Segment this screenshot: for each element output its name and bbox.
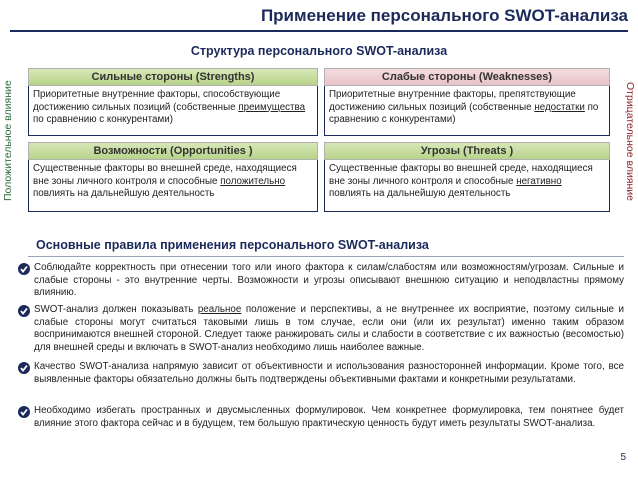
swot-subtitle: Структура персонального SWOT-анализа bbox=[190, 44, 448, 58]
opportunities-text: Существенные факторы во внешней среде, находящиеся вне зоны личного контроля и способные bbox=[33, 163, 297, 187]
weaknesses-body bbox=[324, 86, 610, 136]
weaknesses-text-end: по сравнению с конкурентами) bbox=[329, 101, 599, 125]
rule-text: Соблюдайте корректность при отнесении того или иного фактора к силам/слабостям или возможностям/угрозам. Сильные и слабые стороны - это внутренние черты. Возможности и угрозы описывают внешнюю ситуацию и неподвластны прямому влиянию. bbox=[34, 262, 624, 298]
rules-title: Основные правила применения персонального SWOT-анализа bbox=[36, 238, 429, 252]
threats-text-end: повлиять на дальнейшую деятельность bbox=[329, 188, 511, 199]
threats-body bbox=[324, 160, 610, 212]
rules-divider bbox=[28, 256, 624, 257]
strengths-body bbox=[28, 86, 318, 136]
rule-text-underlined: реальное bbox=[197, 304, 242, 315]
opportunities-body bbox=[28, 160, 318, 212]
page-title: Применение персонального SWOT-анализа bbox=[260, 6, 628, 25]
strengths-text: Приоритетные внутренние факторы, способствующие достижению сильных позиций (собственные bbox=[33, 89, 281, 113]
rule-item bbox=[18, 361, 624, 386]
strengths-text-end: по сравнению с конкурентами) bbox=[33, 114, 173, 125]
checkmark-icon bbox=[18, 362, 30, 374]
rule-text bbox=[34, 304, 624, 354]
weaknesses-text: Приоритетные внутренние факторы, препятствующие достижению сильных позиций (собственные bbox=[329, 89, 576, 113]
opportunities-underlined: положительно bbox=[220, 175, 286, 187]
opportunities-text-end: повлиять на дальнейшую деятельность bbox=[33, 188, 215, 199]
strengths-header: Сильные стороны (Strengths) bbox=[28, 68, 318, 86]
checkmark-icon bbox=[18, 406, 30, 418]
threats-text: Существенные факторы во внешней среде, находящиеся вне зоны личного контроля и способные bbox=[329, 163, 593, 187]
rule-item bbox=[18, 262, 624, 300]
rule-text: Необходимо избегать пространных и двусмысленных формулировок. Чем конкретнее формулировка, тем понятнее будет влияние этого фактора сейчас и в будущем, тем большую практическую ценность будут иметь результаты SWOT-анализа. bbox=[34, 405, 624, 429]
opportunities-header: Возможности (Opportunities ) bbox=[28, 142, 318, 160]
threats-underlined: негативно bbox=[516, 175, 562, 187]
positive-influence-label: Положительное влияние bbox=[2, 80, 14, 202]
strengths-underlined: преимущества bbox=[238, 101, 306, 113]
negative-influence-label: Отрицательное влияние bbox=[624, 81, 636, 201]
weaknesses-underlined: недостатки bbox=[534, 101, 585, 113]
weaknesses-header: Слабые стороны (Weaknesses) bbox=[324, 68, 610, 86]
rule-item bbox=[18, 304, 624, 354]
threats-header: Угрозы (Threats ) bbox=[324, 142, 610, 160]
rule-text-start: SWOT-анализ должен показывать bbox=[34, 304, 198, 315]
checkmark-icon bbox=[18, 263, 30, 275]
rule-text: Качество SWOT-анализа напрямую зависит от объективности и использования разносторонней информации. Кроме того, все выявленные факторы обязательно должны быть подтверждены объективными фактами и конкретными результатами. bbox=[34, 361, 624, 385]
page-number: 5 bbox=[620, 452, 626, 463]
rule-item bbox=[18, 405, 624, 430]
title-divider bbox=[10, 30, 628, 32]
checkmark-icon bbox=[18, 305, 30, 317]
rule-text-end: положение и перспективы, а не внутреннее их восприятие, поэтому сильные и слабые стороны могут считаться таковыми лишь в том случае, если они (или их результат) именно таким образом воспринимаются внешней стороной. Следует также ранжировать силы и слабости в соответствие с их важностью (весомостью) для внешней среды и включать в SWOT-анализ необходимо лишь наиболее важные. bbox=[34, 304, 624, 353]
